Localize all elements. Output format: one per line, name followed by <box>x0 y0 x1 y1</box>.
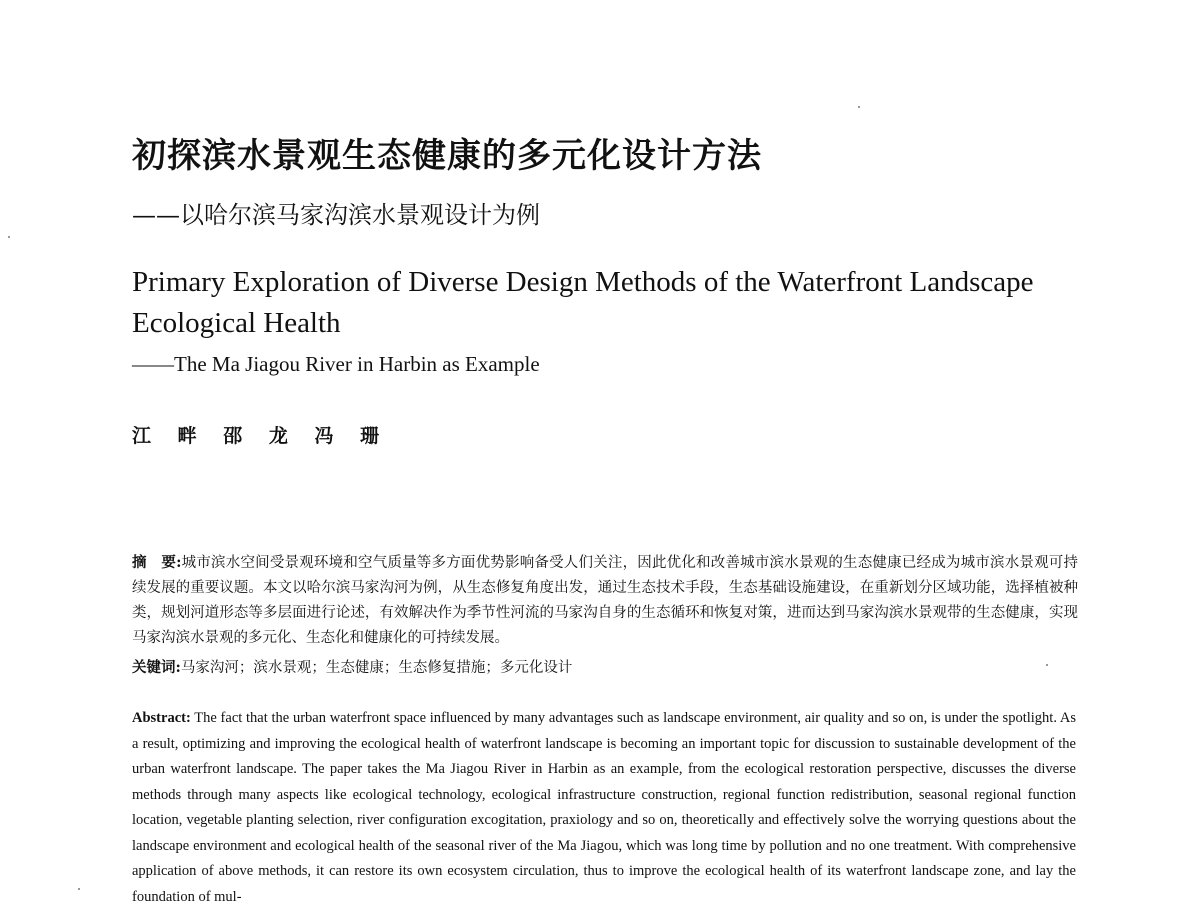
subtitle-chinese: ——以哈尔滨马家沟滨水景观设计为例 <box>132 201 540 229</box>
title-chinese: 初探滨水景观生态健康的多元化设计方法 <box>132 136 762 176</box>
abstract-english-label: Abstract: <box>132 710 191 726</box>
abstract-english-text: The fact that the urban waterfront space influenced by many advantages such as landscape environment, air quality and so on, is under the spotlight. As a result, optimizing and improving the ecological health of waterfront landscape is becoming an important topic for discussion to sustainable development of the urban waterfront landscape. The paper takes the Ma Jiagou River in Harbin as an example, from the ecological restoration perspective, discusses the diverse methods through many aspects like ecological technology, ecological infrastructure construction, regional function redistribution, seasonal regional function location, vegetable planting selection, river configuration excogitation, praxiology and so on, theoretically and effectively solve the worrying questions about the landscape environment and ecological health of the seasonal river of the Ma Jiagou, which was long time by pollution and no one treatment. With comprehensive application of above methods, it can restore its own ecosystem circulation, thus to improve the ecological health of its waterfront landscape zone, and lay the foundation of mul- <box>132 710 1076 905</box>
keywords-chinese-label: 关键词: <box>132 659 181 676</box>
abstract-chinese-label: 摘 要: <box>132 554 182 571</box>
abstract-chinese-text: 城市滨水空间受景观环境和空气质量等多方面优势影响备受人们关注，因此优化和改善城市滨水景观的生态健康已经成为城市滨水景观可持续发展的重要议题。本文以哈尔滨马家沟河为例，从生态修复角度出发，通过生态技术手段，生态基础设施建设，在重新划分区域功能，选择植被种类，规划河道形态等多层面进行论述，有效解决作为季节性河流的马家沟自身的生态循环和恢复对策，进而达到马家沟滨水景观带的生态健康，实现马家沟滨水景观的多元化、生态化和健康化的可持续发展。 <box>132 555 1078 646</box>
scan-speck <box>78 888 80 890</box>
abstract-english <box>132 706 1076 910</box>
scan-speck <box>858 106 860 108</box>
keywords-chinese <box>132 655 1078 681</box>
scan-speck <box>1046 664 1048 666</box>
abstract-chinese <box>132 550 1078 651</box>
title-english: Primary Exploration of Diverse Design Methods of the Waterfront Landscape Ecological Health <box>132 266 1034 339</box>
scan-speck <box>8 236 10 238</box>
subtitle-english: ——The Ma Jiagou River in Harbin as Example <box>132 352 540 376</box>
keywords-chinese-text: 马家沟河；滨水景观；生态健康；生态修复措施；多元化设计 <box>180 660 573 676</box>
authors: 江 畔 邵 龙 冯 珊 <box>132 425 390 447</box>
